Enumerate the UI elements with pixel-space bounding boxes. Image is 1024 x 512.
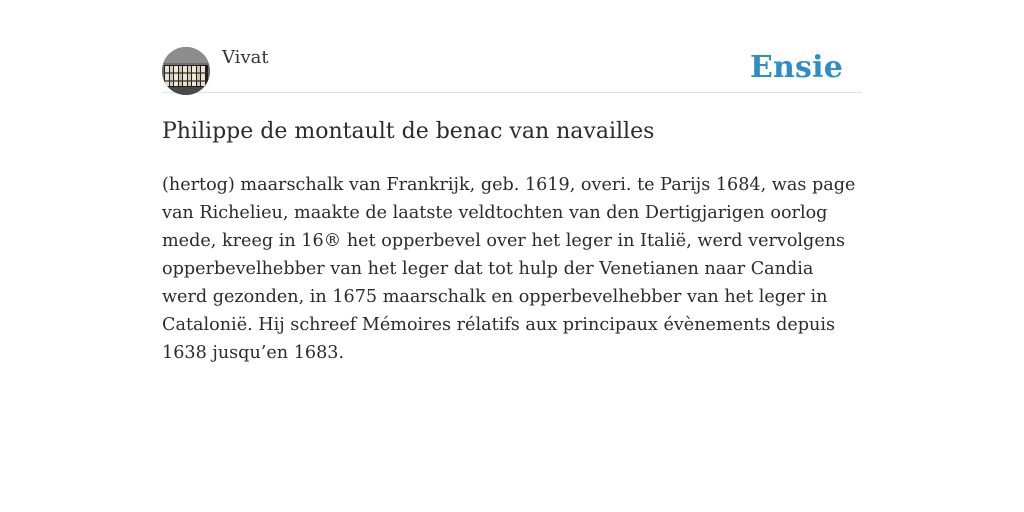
brand-logo[interactable]: Ensie	[749, 50, 843, 85]
avatar[interactable]	[162, 47, 210, 95]
source-name[interactable]: Vivat	[222, 47, 269, 68]
article-page	[162, 46, 862, 367]
page-title: Philippe de montault de benac van navailles	[162, 119, 655, 144]
header	[162, 46, 862, 93]
book-spines-icon	[162, 47, 210, 95]
article-body: (hertog) maarschalk van Frankrijk, geb. 1619, overi. te Parijs 1684, was page van Richelieu, maakte de laatste veldtochten van den Dertigjarigen oorlog mede, kreeg in 16® het opperbevel over het leger in Italië, werd vervolgens opperbevelhebber van het leger dat tot hulp der Venetianen naar Candia werd gezonden, in 1675 maarschalk en opperbevelhebber van het leger in Catalonië. Hij schreef Mémoires rélatifs aux principaux évènements depuis 1638 jusqu’en 1683.	[162, 175, 856, 363]
